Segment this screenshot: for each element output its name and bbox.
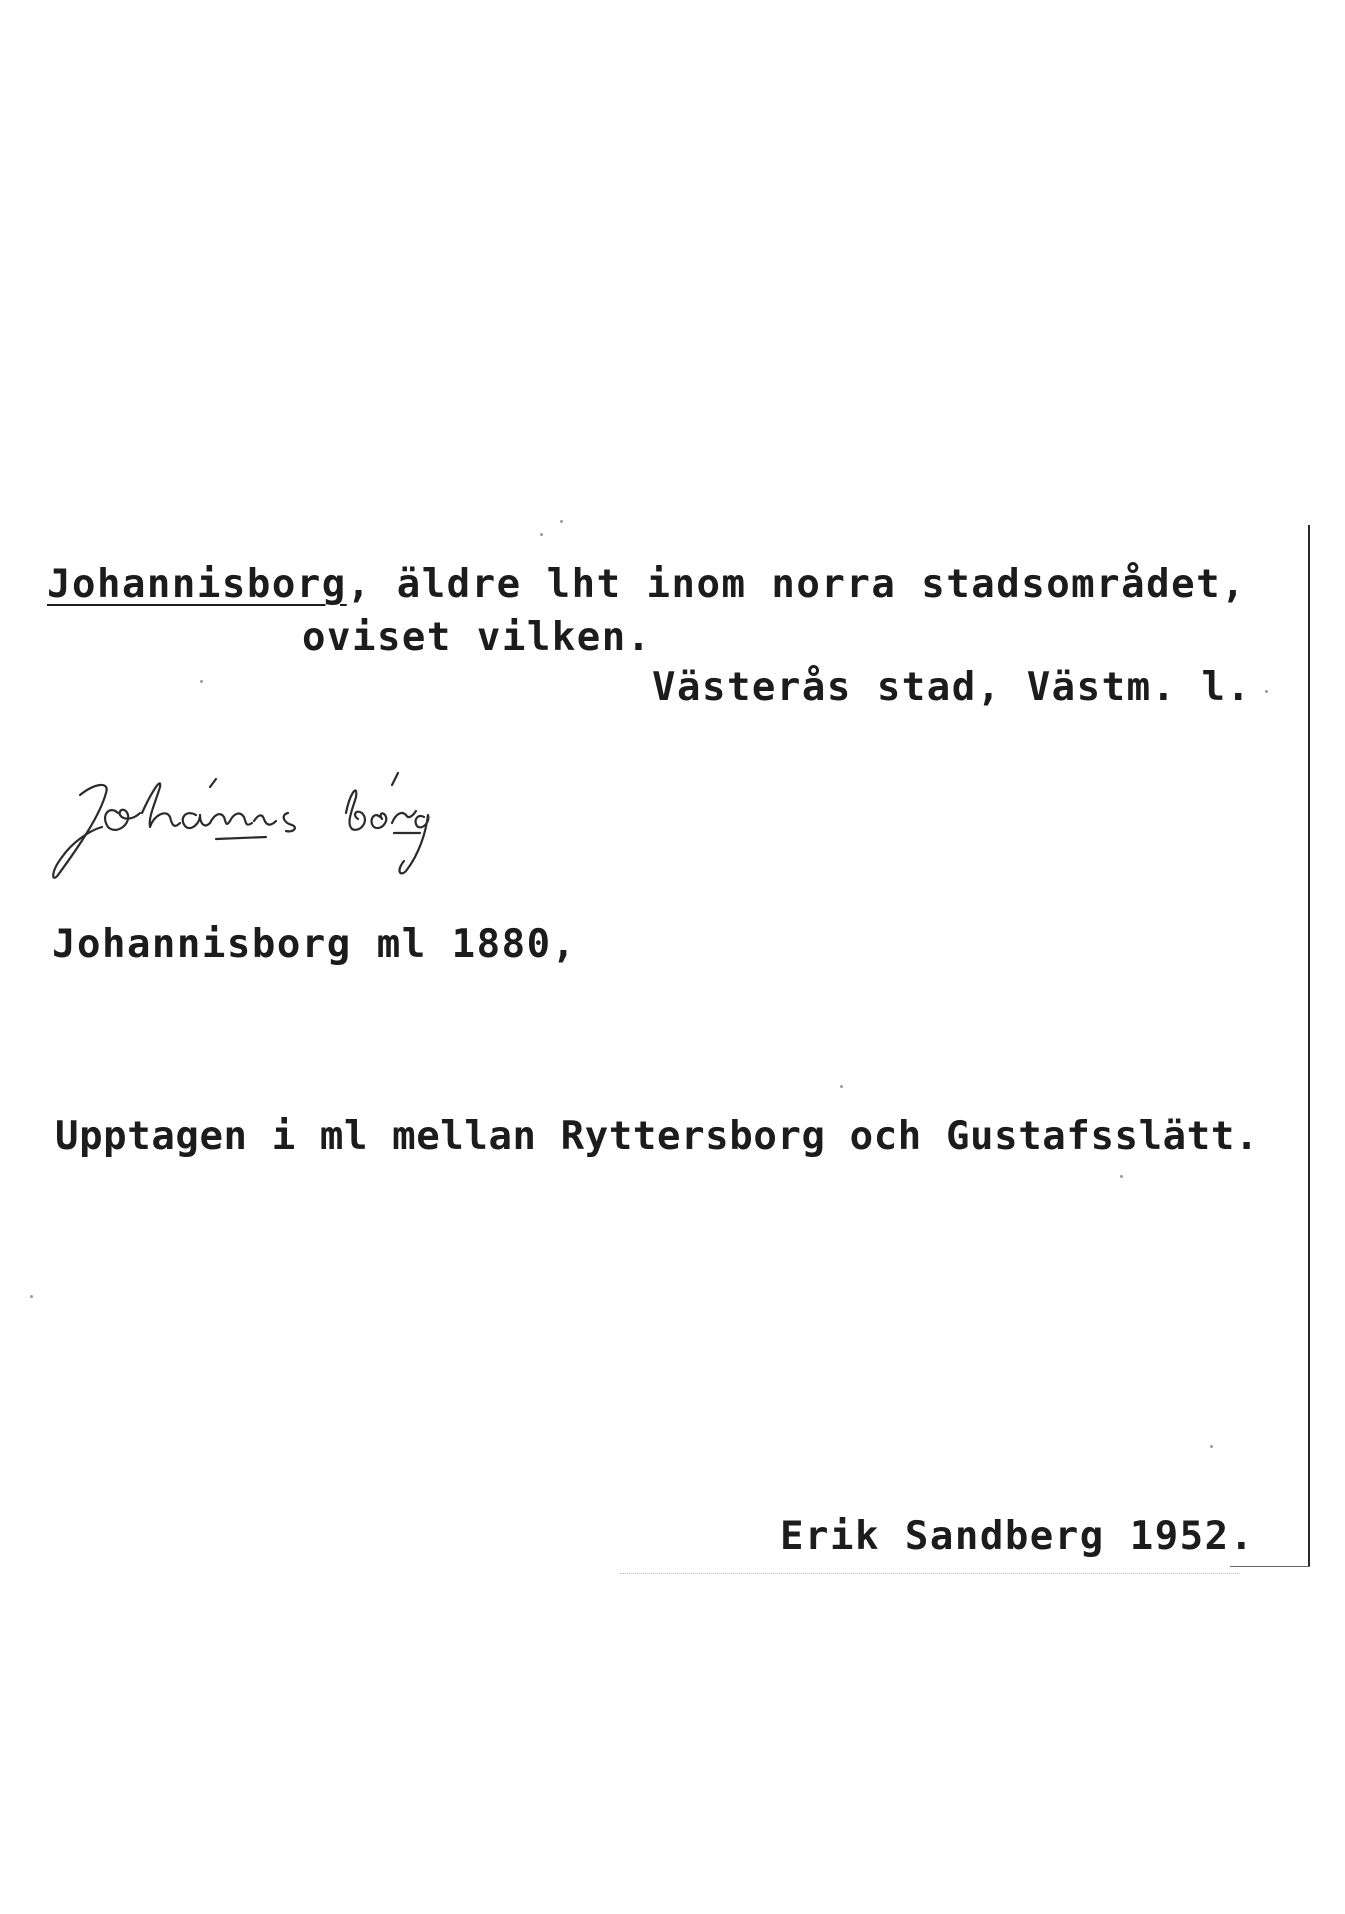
record-line: Johannisborg ml 1880, (52, 922, 577, 967)
card-right-edge (1308, 525, 1310, 1567)
handwritten-annotation (40, 735, 640, 885)
entry-description: , äldre lht inom norra stadsområdet, (346, 562, 1247, 607)
entry-second-line: oviset vilken. (302, 615, 652, 660)
note-line: Upptagen i ml mellan Ryttersborg och Gustafsslätt. (55, 1114, 1259, 1159)
scan-speck (540, 533, 543, 536)
scan-speck (200, 680, 203, 683)
scan-speck (1120, 1175, 1123, 1178)
scan-speck (1265, 690, 1268, 693)
entry-first-line (47, 562, 1247, 607)
scan-speck (840, 1085, 843, 1088)
card-bottom-dotted-edge (620, 1573, 1240, 1574)
headword: Johannisborg (47, 562, 347, 607)
scan-speck (1210, 1445, 1213, 1448)
scan-speck (30, 1295, 33, 1298)
location-line: Västerås stad, Västm. l. (652, 665, 1252, 710)
scan-speck (560, 520, 563, 523)
card-bottom-edge (1230, 1566, 1310, 1567)
signature-line: Erik Sandberg 1952. (780, 1514, 1255, 1559)
